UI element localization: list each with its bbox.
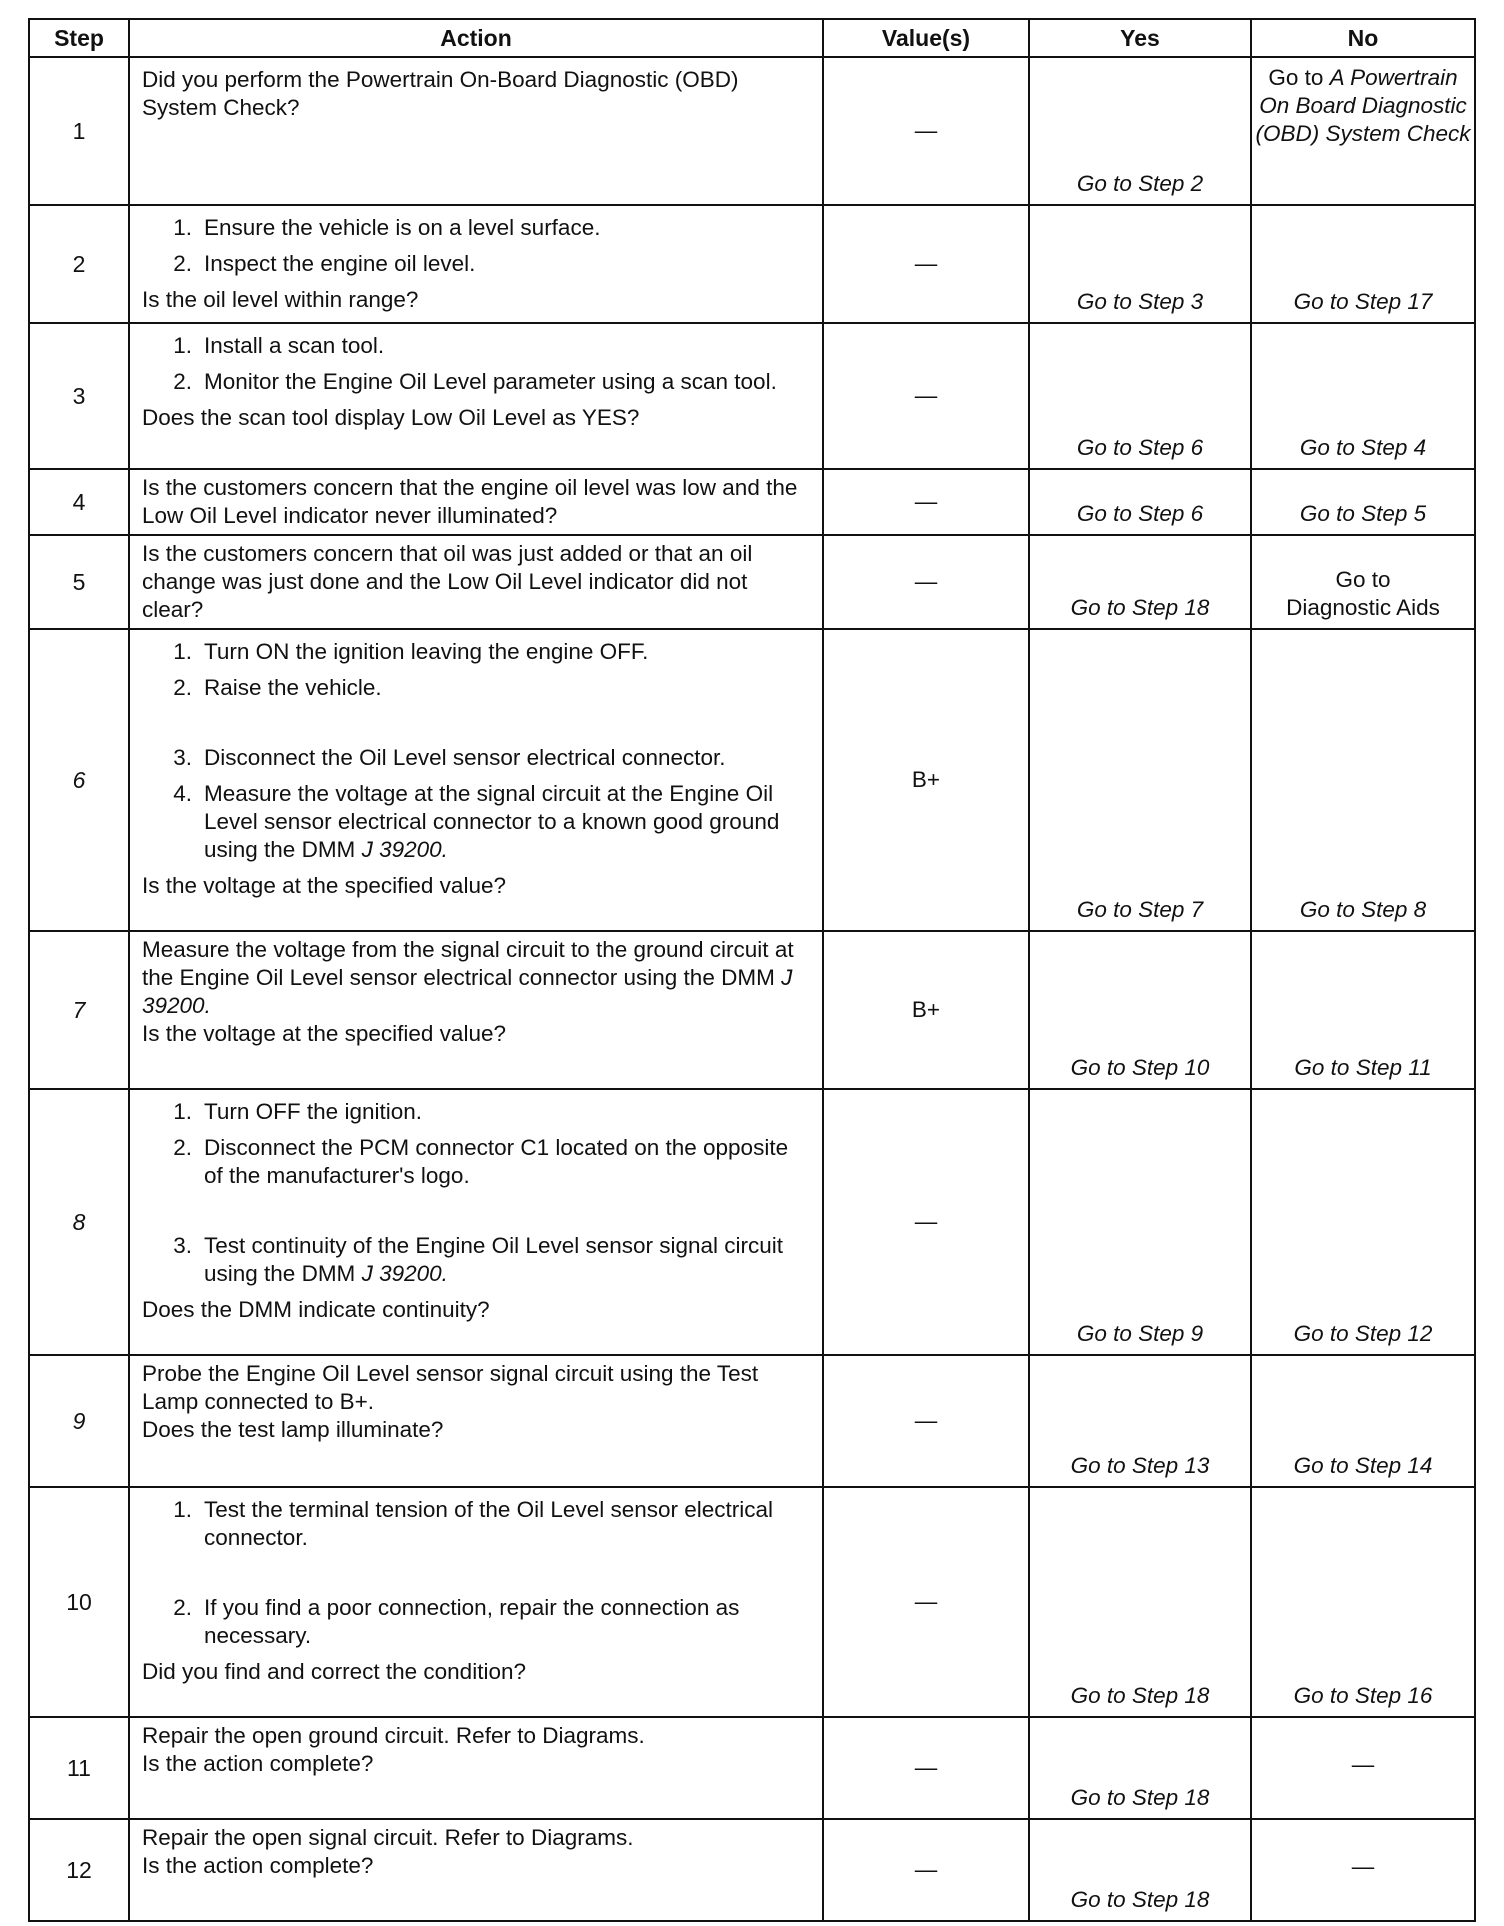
list-item: 2. Raise the vehicle.	[173, 675, 382, 700]
value-cell: —	[823, 323, 1029, 469]
no-line-2: Diagnostic Aids	[1286, 595, 1440, 620]
step-number: 12	[29, 1819, 129, 1921]
action-question: Is the voltage at the specified value?	[142, 1021, 506, 1046]
action-cell	[129, 931, 823, 1089]
header-step: Step	[29, 19, 129, 57]
action-cell	[129, 1355, 823, 1487]
step-number: 5	[29, 535, 129, 629]
no-cell	[1251, 57, 1475, 205]
list-item: 3. Test continuity of the Engine Oil Level sensor signal circuit using the DMM J 39200.	[173, 1233, 784, 1286]
table-row	[29, 323, 1475, 469]
table-row	[29, 205, 1475, 323]
action-cell	[129, 469, 823, 535]
yes-cell: Go to Step 2	[1029, 57, 1251, 205]
yes-cell: Go to Step 18	[1029, 1717, 1251, 1819]
action-question: Does the DMM indicate continuity?	[142, 1297, 490, 1322]
yes-cell: Go to Step 6	[1029, 323, 1251, 469]
table-row	[29, 57, 1475, 205]
list-item: 2. Inspect the engine oil level.	[173, 251, 476, 276]
table-row	[29, 1355, 1475, 1487]
action-cell	[129, 1717, 823, 1819]
no-cell: Go to Step 12	[1251, 1089, 1475, 1355]
yes-cell: Go to Step 6	[1029, 469, 1251, 535]
no-cell: Go to Step 11	[1251, 931, 1475, 1089]
no-cell: Go to Step 14	[1251, 1355, 1475, 1487]
step-number: 8	[29, 1089, 129, 1355]
no-cell: —	[1251, 1717, 1475, 1819]
action-text: Is the customers concern that oil was just added or that an oil change was just done and the Low Oil Level indicator did not clear?	[142, 541, 753, 622]
no-cell: Go to Step 5	[1251, 469, 1475, 535]
action-cell	[129, 57, 823, 205]
no-cell: Go to Step 4	[1251, 323, 1475, 469]
list-item: 1. Ensure the vehicle is on a level surface.	[173, 215, 601, 240]
list-item: 1. Turn ON the ignition leaving the engine OFF.	[173, 639, 649, 664]
header-values: Value(s)	[823, 19, 1029, 57]
step-number: 7	[29, 931, 129, 1089]
header-yes: Yes	[1029, 19, 1251, 57]
action-list	[142, 1098, 812, 1296]
value-cell: —	[823, 57, 1029, 205]
action-cell	[129, 629, 823, 931]
action-text: Repair the open signal circuit. Refer to Diagrams.	[142, 1825, 634, 1850]
action-cell	[129, 205, 823, 323]
table-row	[29, 535, 1475, 629]
table-row	[29, 1819, 1475, 1921]
spacer	[142, 1560, 812, 1586]
yes-cell: Go to Step 13	[1029, 1355, 1251, 1487]
step-number: 2	[29, 205, 129, 323]
yes-cell: Go to Step 3	[1029, 205, 1251, 323]
value-cell: B+	[823, 629, 1029, 931]
spacer	[142, 710, 812, 736]
action-cell	[129, 1487, 823, 1717]
action-cell	[129, 535, 823, 629]
action-list	[142, 332, 812, 404]
step-number: 10	[29, 1487, 129, 1717]
value-cell: —	[823, 1089, 1029, 1355]
no-cell: Go to Step 8	[1251, 629, 1475, 931]
yes-cell: Go to Step 18	[1029, 535, 1251, 629]
header-row	[29, 19, 1475, 57]
table-row	[29, 931, 1475, 1089]
action-question: Did you find and correct the condition?	[142, 1659, 526, 1684]
yes-cell: Go to Step 9	[1029, 1089, 1251, 1355]
action-list	[142, 638, 812, 872]
header-no: No	[1251, 19, 1475, 57]
action-text: Measure the voltage from the signal circuit to the ground circuit at the Engine Oil Level sensor electrical connector using the DMM J 39200.	[142, 937, 794, 1018]
action-list	[142, 214, 812, 286]
action-question: Does the test lamp illuminate?	[142, 1417, 444, 1442]
action-text: Repair the open ground circuit. Refer to Diagrams.	[142, 1723, 645, 1748]
table-row	[29, 1089, 1475, 1355]
action-question: Does the scan tool display Low Oil Level as YES?	[142, 405, 640, 430]
table-row	[29, 1487, 1475, 1717]
value-cell: —	[823, 1717, 1029, 1819]
action-question: Is the oil level within range?	[142, 287, 419, 312]
table-row	[29, 1717, 1475, 1819]
table-row	[29, 469, 1475, 535]
step-number: 11	[29, 1717, 129, 1819]
list-item: 1. Turn OFF the ignition.	[173, 1099, 423, 1124]
value-cell: —	[823, 1355, 1029, 1487]
value-cell: —	[823, 205, 1029, 323]
action-question: Is the action complete?	[142, 1751, 374, 1776]
list-item: 3. Disconnect the Oil Level sensor electrical connector.	[173, 745, 726, 770]
step-number: 1	[29, 57, 129, 205]
no-cell: —	[1251, 1819, 1475, 1921]
action-text: Did you perform the Powertrain On-Board Diagnostic (OBD) System Check?	[142, 67, 739, 120]
value-cell: —	[823, 1487, 1029, 1717]
header-action: Action	[129, 19, 823, 57]
table-row	[29, 629, 1475, 931]
yes-cell: Go to Step 10	[1029, 931, 1251, 1089]
no-link: A Powertrain On Board Diagnostic (OBD) System Check	[1255, 65, 1471, 146]
list-item: 1. Install a scan tool.	[173, 333, 385, 358]
action-cell	[129, 1089, 823, 1355]
list-item: 4. Measure the voltage at the signal circuit at the Engine Oil Level sensor electrical connector to a known good ground using the DMM J 39200.	[173, 781, 780, 862]
list-item: 2. Disconnect the PCM connector C1 located on the opposite of the manufacturer's logo.	[173, 1135, 789, 1188]
step-number: 3	[29, 323, 129, 469]
action-question: Is the voltage at the specified value?	[142, 873, 506, 898]
diagnostic-table	[28, 18, 1476, 1922]
step-number: 9	[29, 1355, 129, 1487]
value-cell: —	[823, 535, 1029, 629]
list-item: 1. Test the terminal tension of the Oil Level sensor electrical connector.	[173, 1497, 774, 1550]
action-list	[142, 1496, 812, 1658]
action-cell	[129, 323, 823, 469]
list-item: 2. Monitor the Engine Oil Level parameter using a scan tool.	[173, 369, 777, 394]
action-cell	[129, 1819, 823, 1921]
no-prefix: Go to	[1268, 65, 1330, 90]
no-cell	[1251, 535, 1475, 629]
no-cell: Go to Step 17	[1251, 205, 1475, 323]
value-cell: —	[823, 1819, 1029, 1921]
no-cell: Go to Step 16	[1251, 1487, 1475, 1717]
spacer	[142, 1198, 812, 1224]
value-cell: —	[823, 469, 1029, 535]
step-number: 4	[29, 469, 129, 535]
yes-cell: Go to Step 7	[1029, 629, 1251, 931]
yes-cell: Go to Step 18	[1029, 1819, 1251, 1921]
action-text: Probe the Engine Oil Level sensor signal circuit using the Test Lamp connected to B+.	[142, 1361, 759, 1414]
value-cell: B+	[823, 931, 1029, 1089]
action-question: Is the action complete?	[142, 1853, 374, 1878]
step-number: 6	[29, 629, 129, 931]
yes-cell: Go to Step 18	[1029, 1487, 1251, 1717]
list-item: 2. If you find a poor connection, repair the connection as necessary.	[173, 1595, 740, 1648]
no-line-1: Go to	[1335, 567, 1391, 592]
action-text: Is the customers concern that the engine oil level was low and the Low Oil Level indicator never illuminated?	[142, 475, 798, 528]
